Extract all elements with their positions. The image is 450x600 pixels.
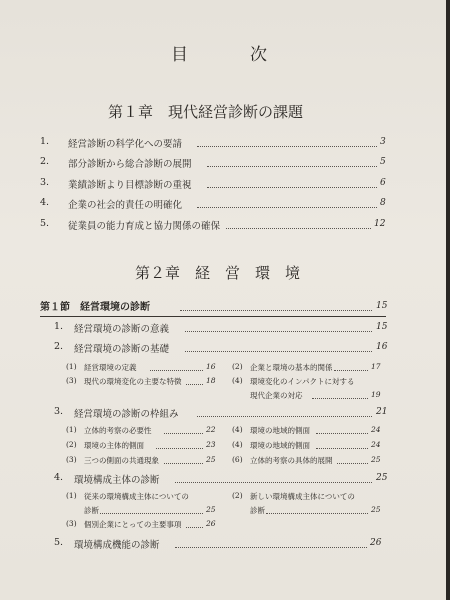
sub3-1-num: (1) <box>66 425 77 434</box>
sub2-2-page: 17 <box>371 362 381 371</box>
ch1-item1-page: 3 <box>380 137 386 147</box>
sub3-2-text: 環境の主体的側面 <box>84 441 144 450</box>
sub2-3-page: 18 <box>206 376 216 385</box>
ch2-item1-num: 1. <box>54 321 64 332</box>
ch2-item5-num: 5. <box>54 537 64 548</box>
ch1-item2-num: 2. <box>40 156 50 167</box>
sub2-1-page: 16 <box>206 362 216 371</box>
sub2-4-text: 環境変化のインパクトに対する <box>250 377 355 386</box>
ch2-item4-page: 25 <box>376 473 388 483</box>
ch2-item3-text: 経営環境の診断の枠組み <box>74 409 179 420</box>
sub3-2-page: 23 <box>206 440 216 449</box>
sub4-1-text-cont: 診断 <box>84 506 99 515</box>
ch2-item1-text: 経営環境の診断の意義 <box>74 324 170 335</box>
sub3-5-page: 24 <box>371 440 381 449</box>
ch2-item3-num: 3. <box>54 406 64 417</box>
ch2-item3-page: 21 <box>376 407 388 417</box>
ch1-item1-text: 経営診断の科学化への要請 <box>68 139 183 150</box>
leader-dots <box>175 482 372 483</box>
ch1-item4-page: 8 <box>380 198 386 208</box>
leader-dots <box>185 351 372 352</box>
sub3-3-text: 三つの側面の共通現象 <box>84 456 159 465</box>
toc-title-left: 目 <box>171 45 189 65</box>
ch1-item2-page: 5 <box>380 157 386 167</box>
sub4-1-page: 25 <box>206 505 216 514</box>
leader-dots <box>334 370 368 371</box>
ch2-item5-text: 環境構成機能の診断 <box>74 540 160 551</box>
sub4-1-num: (1) <box>66 491 77 500</box>
section1-page: 15 <box>376 301 388 311</box>
ch2-item2-num: 2. <box>54 341 64 352</box>
ch1-item4-text: 企業の社会的責任の明確化 <box>68 200 183 211</box>
sub3-5-text: 環境の地域的側面 <box>250 441 310 450</box>
sub4-2-text-cont: 診断 <box>250 506 265 515</box>
sub2-2-num: (2) <box>232 362 243 371</box>
sub3-4-page: 24 <box>371 425 381 434</box>
sub4-3-num: (3) <box>66 519 77 528</box>
leader-dots <box>156 448 203 449</box>
chapter1-heading: 第１章 現代経営診断の課題 <box>108 103 304 121</box>
sub2-1-num: (1) <box>66 362 77 371</box>
sub3-3-num: (3) <box>66 455 77 464</box>
sub4-2-text: 新しい環境構成主体についての <box>250 492 355 501</box>
ch1-item3-page: 6 <box>380 178 386 188</box>
leader-dots <box>186 527 203 528</box>
sub3-4-num: (4) <box>232 425 243 434</box>
sub3-6-page: 25 <box>371 455 381 464</box>
sub4-3-text: 個別企業にとっての主要事項 <box>84 520 182 529</box>
ch1-item5-text: 従業員の能力育成と協力関係の確保 <box>68 221 221 232</box>
leader-dots <box>316 448 368 449</box>
leader-dots <box>197 146 377 147</box>
sub3-4-text: 環境の地域的側面 <box>250 426 310 435</box>
ch1-item2-text: 部分診断から総合診断の展開 <box>68 159 192 170</box>
leader-dots <box>186 384 203 385</box>
sub3-6-num: (6) <box>232 455 243 464</box>
leader-dots <box>164 463 203 464</box>
ch1-item1-num: 1. <box>40 136 50 147</box>
sub2-1-text: 経営環境の定義 <box>84 363 137 372</box>
leader-dots <box>266 513 368 514</box>
leader-dots <box>337 463 368 464</box>
sub4-2-num: (2) <box>232 491 243 500</box>
leader-dots <box>197 207 377 208</box>
sub2-3-num: (3) <box>66 376 77 385</box>
leader-dots <box>207 166 377 167</box>
section-divider <box>40 316 386 317</box>
leader-dots <box>197 416 372 417</box>
leader-dots <box>316 433 368 434</box>
ch2-item4-num: 4. <box>54 472 64 483</box>
sub4-1-text: 従来の環境構成主体についての <box>84 492 189 501</box>
ch1-item5-page: 12 <box>374 219 386 229</box>
leader-dots <box>207 187 377 188</box>
sub2-3-text: 現代の環境変化の主要な特徴 <box>84 377 182 386</box>
ch2-item4-text: 環境構成主体の診断 <box>74 475 160 486</box>
ch1-item3-text: 業績診断より目標診断の重視 <box>68 180 192 191</box>
sub3-1-text: 立体的考察の必要性 <box>84 426 152 435</box>
ch2-item2-page: 16 <box>376 342 388 352</box>
ch1-item3-num: 3. <box>40 177 50 188</box>
sub2-4-text-cont: 現代企業の対応 <box>250 391 303 400</box>
chapter2-heading: 第２章 経 営 環 境 <box>135 264 301 282</box>
sub3-2-num: (2) <box>66 440 77 449</box>
sub3-6-text: 立体的考察の具体的展開 <box>250 456 333 465</box>
ch1-item4-num: 4. <box>40 197 50 208</box>
leader-dots <box>100 513 203 514</box>
leader-dots <box>180 310 372 311</box>
sub2-4-page: 19 <box>371 390 381 399</box>
ch2-item2-text: 経営環境の診断の基礎 <box>74 344 170 355</box>
ch2-item5-page: 26 <box>370 538 382 548</box>
sub4-2-page: 25 <box>371 505 381 514</box>
sub3-3-page: 25 <box>206 455 216 464</box>
sub2-2-text: 企業と環境の基本的関係 <box>250 363 333 372</box>
sub2-4-num: (4) <box>232 376 243 385</box>
toc-title-right: 次 <box>250 45 268 65</box>
sub3-5-num: (4) <box>232 440 243 449</box>
sub3-1-page: 22 <box>206 425 216 434</box>
leader-dots <box>312 398 368 399</box>
page-edge-shadow <box>446 0 450 600</box>
leader-dots <box>226 228 371 229</box>
leader-dots <box>164 433 203 434</box>
section1-label: 第１節 経営環境の診断 <box>40 302 150 313</box>
leader-dots <box>185 331 372 332</box>
ch2-item1-page: 15 <box>376 322 388 332</box>
ch1-item5-num: 5. <box>40 218 50 229</box>
leader-dots <box>175 547 367 548</box>
sub4-3-page: 26 <box>206 519 216 528</box>
leader-dots <box>150 370 203 371</box>
